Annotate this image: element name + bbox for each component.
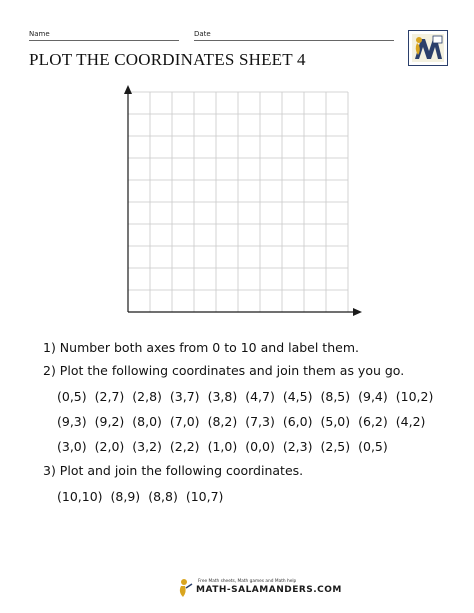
coordinate: (8,8) [148,489,178,504]
coordinate: (8,0) [132,414,162,429]
salamander-logo [408,30,448,66]
coordinate: (3,2) [132,439,162,454]
coordinate: (2,5) [320,439,351,454]
coordinate: (9,3) [57,414,87,429]
coordinate: (5,0) [320,414,351,429]
coordinate: (4,2) [395,414,426,429]
coordinate: (0,5) [57,389,87,404]
grid-lines [128,92,348,312]
salamander-icon [176,578,194,598]
coordinate: (3,7) [169,389,200,404]
footer-branding [176,577,342,599]
coordinate: (10,7) [185,489,224,504]
coordinate: (10,2) [395,389,434,404]
instruction-1: 1) Number both axes from 0 to 10 and label them. [43,340,359,355]
coordinate: (7,0) [169,414,200,429]
coordinate: (0,5) [358,439,388,454]
x-axis-arrow [353,308,362,316]
coordinate: (9,4) [358,389,388,404]
footer-tagline: Free Math sheets, Math games and Math help [198,579,297,584]
coordinate: (7,3) [245,414,275,429]
coord-row-3 [57,439,396,454]
coordinate: (4,5) [282,389,313,404]
coordinate-grid [110,80,370,320]
coordinate: (2,3) [282,439,313,454]
coordinate: (2,8) [132,389,162,404]
coord-row-1 [57,389,441,404]
instruction-3: 3) Plot and join the following coordinates. [43,463,304,478]
coordinate: (4,7) [245,389,275,404]
coordinate: (3,8) [207,389,238,404]
date-line [194,40,394,41]
coordinate: (2,0) [94,439,125,454]
date-label: Date [194,30,211,38]
coordinate: (6,2) [358,414,388,429]
coord-row-4 [57,489,231,504]
coordinate: (2,2) [169,439,200,454]
coord-row-2 [57,414,433,429]
name-line [29,40,179,41]
name-label: Name [29,30,50,38]
page-title: PLOT THE COORDINATES SHEET 4 [29,50,306,69]
coordinate: (8,9) [110,489,141,504]
footer-site-name: MATH-SALAMANDERS.COM [196,585,342,595]
coordinate: (9,2) [94,414,125,429]
coordinate: (1,0) [207,439,238,454]
coordinate: (2,7) [94,389,125,404]
coordinate: (8,2) [207,414,238,429]
y-axis-arrow [124,85,132,94]
coordinate: (8,5) [320,389,351,404]
coordinate: (0,0) [245,439,275,454]
coordinate: (3,0) [57,439,87,454]
instruction-2: 2) Plot the following coordinates and join them as you go. [43,363,405,378]
coordinate: (6,0) [282,414,313,429]
coordinate: (10,10) [57,489,103,504]
